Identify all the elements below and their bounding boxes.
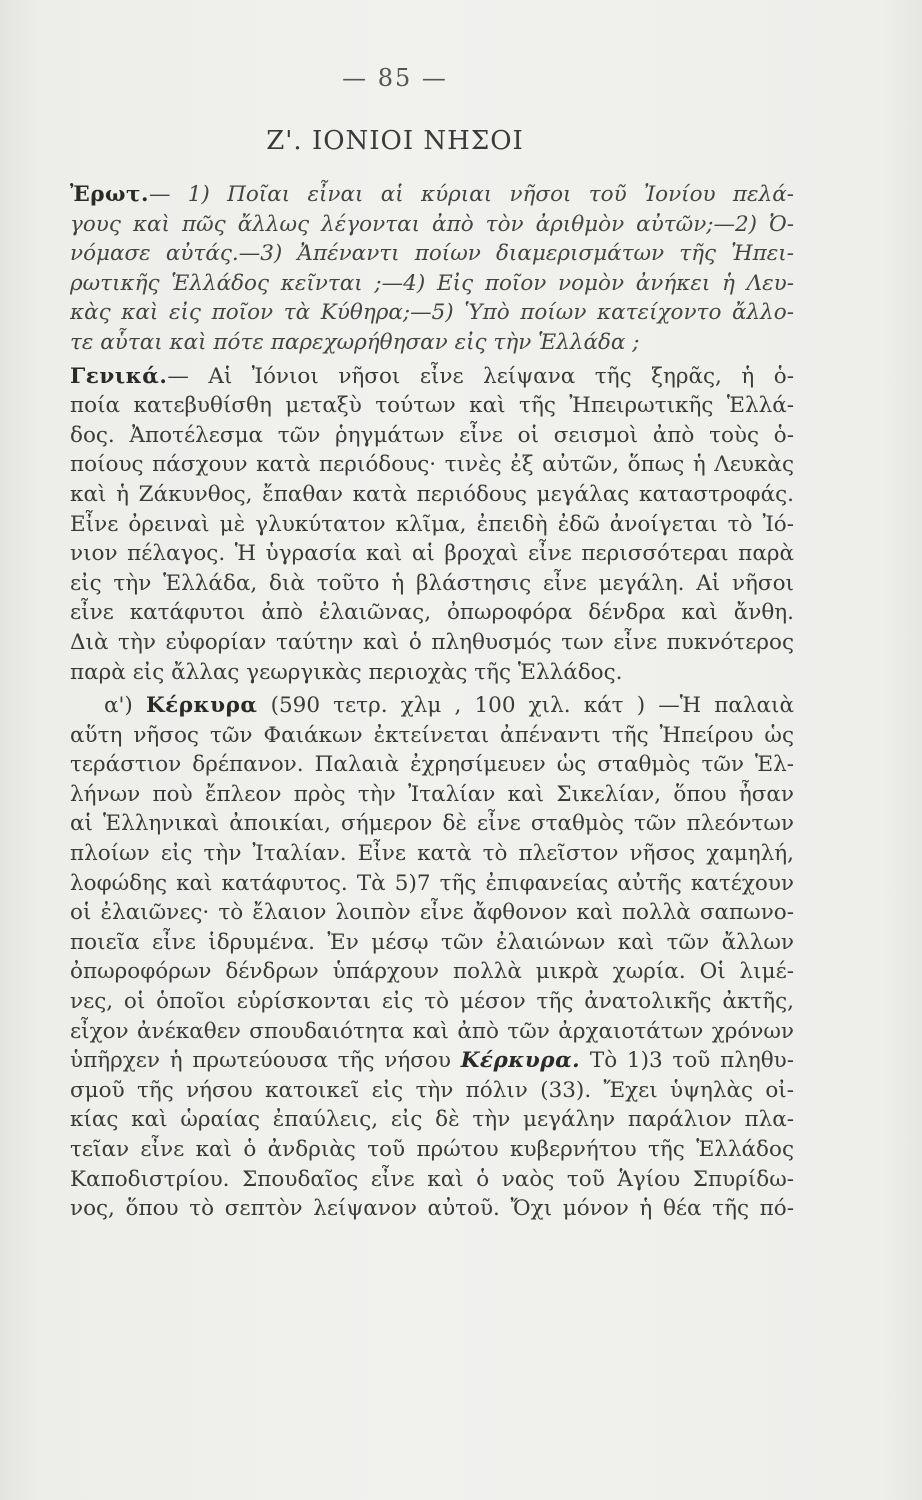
body-text [70, 180, 794, 1224]
text-line: οἱ ἐλαιῶνες· τὸ ἔλαιον λοιπὸν εἶνε ἄφθονον καὶ πολλὰ σαπωνο- [70, 900, 794, 926]
text-line: Ἐρωτ.— 1) Ποῖαι εἶναι αἱ κύριαι νῆσοι τοῦ Ἰονίου πελά- [70, 182, 794, 207]
text-line: κίας καὶ ὡραίας ἐπαύλεις, εἰς δὲ τὴν μεγάλην παράλιον πλα- [70, 1107, 794, 1133]
questions-paragraph [70, 180, 794, 358]
text-line: νιον πέλαγος. Ἡ ὑγρασία καὶ αἱ βροχαὶ εἶνε περισσότεραι παρὰ [70, 541, 794, 567]
text-line: ποιεῖα εἶνε ἱδρυμένα. Ἐν μέσῳ τῶν ἐλαιώνων καὶ τῶν ἄλλων [70, 929, 794, 955]
text-line: ὀπωροφόρων δένδρων ὑπάρχουν πολλὰ μικρὰ χωρία. Οἱ λιμέ- [70, 959, 794, 985]
text-line: αἱ Ἑλληνικαὶ ἀποικίαι, σήμερον δὲ εἶνε σταθμὸς τῶν πλεόντων [70, 811, 794, 837]
text-line: παρὰ εἰς ἄλλας γεωργικὰς περιοχὰς τῆς Ἑλλάδος. [70, 659, 623, 685]
text-line: νος, ὅπου τὸ σεπτὸν λείψανον αὐτοῦ. Ὄχι μόνον ἡ θέα τῆς πό- [70, 1196, 794, 1222]
text-line: δος. Ἀποτέλεσμα τῶν ῥηγμάτων εἶνε οἱ σεισμοὶ ἀπὸ τοὺς ὁ- [70, 422, 794, 448]
text-line: κὰς καὶ εἰς ποῖον τὰ Κύθηρα;—5) Ὑπὸ ποίων κατείχοντο ἄλλο- [70, 300, 794, 326]
text-line: Διὰ τὴν εὐφορίαν ταύτην καὶ ὁ πληθυσμός των εἶνε πυκνότερος [70, 629, 794, 655]
text-line: νες, οἱ ὁποῖοι εὑρίσκονται εἰς τὸ μέσον τῆς ἀνατολικῆς ἀκτῆς, [70, 989, 794, 1015]
text-line: τε αὗται καὶ πότε παρεχωρήθησαν εἰς τὴν Ἑλλάδα ; [70, 329, 640, 355]
text-line: ὑπῆρχεν ἡ πρωτεύουσα τῆς νήσου Κέρκυρα. Τὸ 1)3 τοῦ πληθυ- [70, 1048, 794, 1074]
text-line: καὶ ἡ Ζάκυνθος, ἔπαθαν κατὰ περιόδους μεγάλας καταστροφάς. [70, 481, 794, 507]
text-line: πλοίων εἰς τὴν Ἰταλίαν. Εἶνε κατὰ τὸ πλεῖστον νῆσος χαμηλή, [70, 841, 794, 867]
text-line: εἶνε κατάφυτοι ἀπὸ ἐλαιῶνας, ὀπωροφόρα δένδρα καὶ ἄνθη. [70, 600, 794, 626]
text-line: α') Κέρκυρα (590 τετρ. χλμ , 100 χιλ. κάτ ) —Ἡ παλαιὰ [104, 693, 794, 719]
chapter-title: Ζ'. ΙΟΝΙΟΙ ΝΗΣΟΙ [266, 126, 524, 156]
text-line: λήνων ποὺ ἔπλεον πρὸς τὴν Ἰταλίαν καὶ Σικελίαν, ὅπου ἦσαν [70, 781, 794, 807]
text-line: τεράστιον δρέπανον. Παλαιὰ ἐχρησίμευεν ὡς σταθμὸς τῶν Ἑλ- [70, 752, 794, 778]
page-number: — 85 — [342, 64, 448, 92]
text-line: ποία κατεβυθίσθη μεταξὺ τούτων καὶ τῆς Ἠπειρωτικῆς Ἑλλά- [70, 393, 794, 419]
text-line: ποίους πάσχουν κατὰ περιόδους· τινὲς ἐξ αὐτῶν, ὅπως ἡ Λευκὰς [70, 452, 794, 478]
text-line: λοφώδης καὶ κατάφυτος. Τὰ 5)7 τῆς ἐπιφανείας αὐτῆς κατέχουν [70, 870, 794, 896]
text-line: Εἶνε ὀρειναὶ μὲ γλυκύτατον κλῖμα, ἐπειδὴ ἐδῶ ἀνοίγεται τὸ Ἰό- [70, 511, 794, 537]
kerkyra-paragraph [70, 691, 794, 1224]
text-line: τεῖαν εἶνε καὶ ὁ ἀνδριὰς τοῦ πρώτου κυβερνήτου τῆς Ἑλλάδος [70, 1137, 794, 1162]
text-line: Καποδιστρίου. Σπουδαῖος εἶνε καὶ ὁ ναὸς τοῦ Ἁγίου Σπυρίδω- [70, 1166, 794, 1192]
text-line: σμοῦ τῆς νήσου κατοικεῖ εἰς τὴν πόλιν (33). Ἔχει ὑψηλὰς οἰ- [70, 1077, 794, 1103]
questions-label: Ἐρωτ. [70, 182, 149, 207]
text-line: εἶχον ἀνέκαθεν σπουδαιότητα καὶ ἀπὸ τῶν ἀρχαιοτάτων χρόνων [70, 1018, 794, 1044]
text-line: Γενικά.— Αἱ Ἰόνιοι νῆσοι εἶνε λείψανα τῆς ξηρᾶς, ἡ ὁ- [70, 363, 794, 389]
general-label: Γενικά. [70, 363, 168, 389]
kerkyra-label: Κέρκυρα [145, 693, 258, 719]
kerkyra-city-name: Κέρκυρα. [460, 1048, 581, 1074]
text-line: εἰς τὴν Ἑλλάδα, διὰ τοῦτο ἡ βλάστησις εἶνε μεγάλη. Αἱ νῆσοι [70, 570, 794, 596]
general-paragraph [70, 362, 794, 688]
text-line: αὕτη νῆσος τῶν Φαιάκων ἐκτείνεται ἀπέναντι τῆς Ἠπείρου ὡς [70, 722, 794, 748]
text-line: γους καὶ πῶς ἄλλως λέγονται ἀπὸ τὸν ἀριθμὸν αὐτῶν;—2) Ὀ- [70, 211, 794, 237]
text-line: ρωτικῆς Ἑλλάδος κεῖνται ;—4) Εἰς ποῖον νομὸν ἀνήκει ἡ Λευ- [70, 270, 794, 296]
text-line: νόμασε αὐτάς.—3) Ἀπέναντι ποίων διαμερισμάτων τῆς Ἠπει- [70, 241, 794, 267]
